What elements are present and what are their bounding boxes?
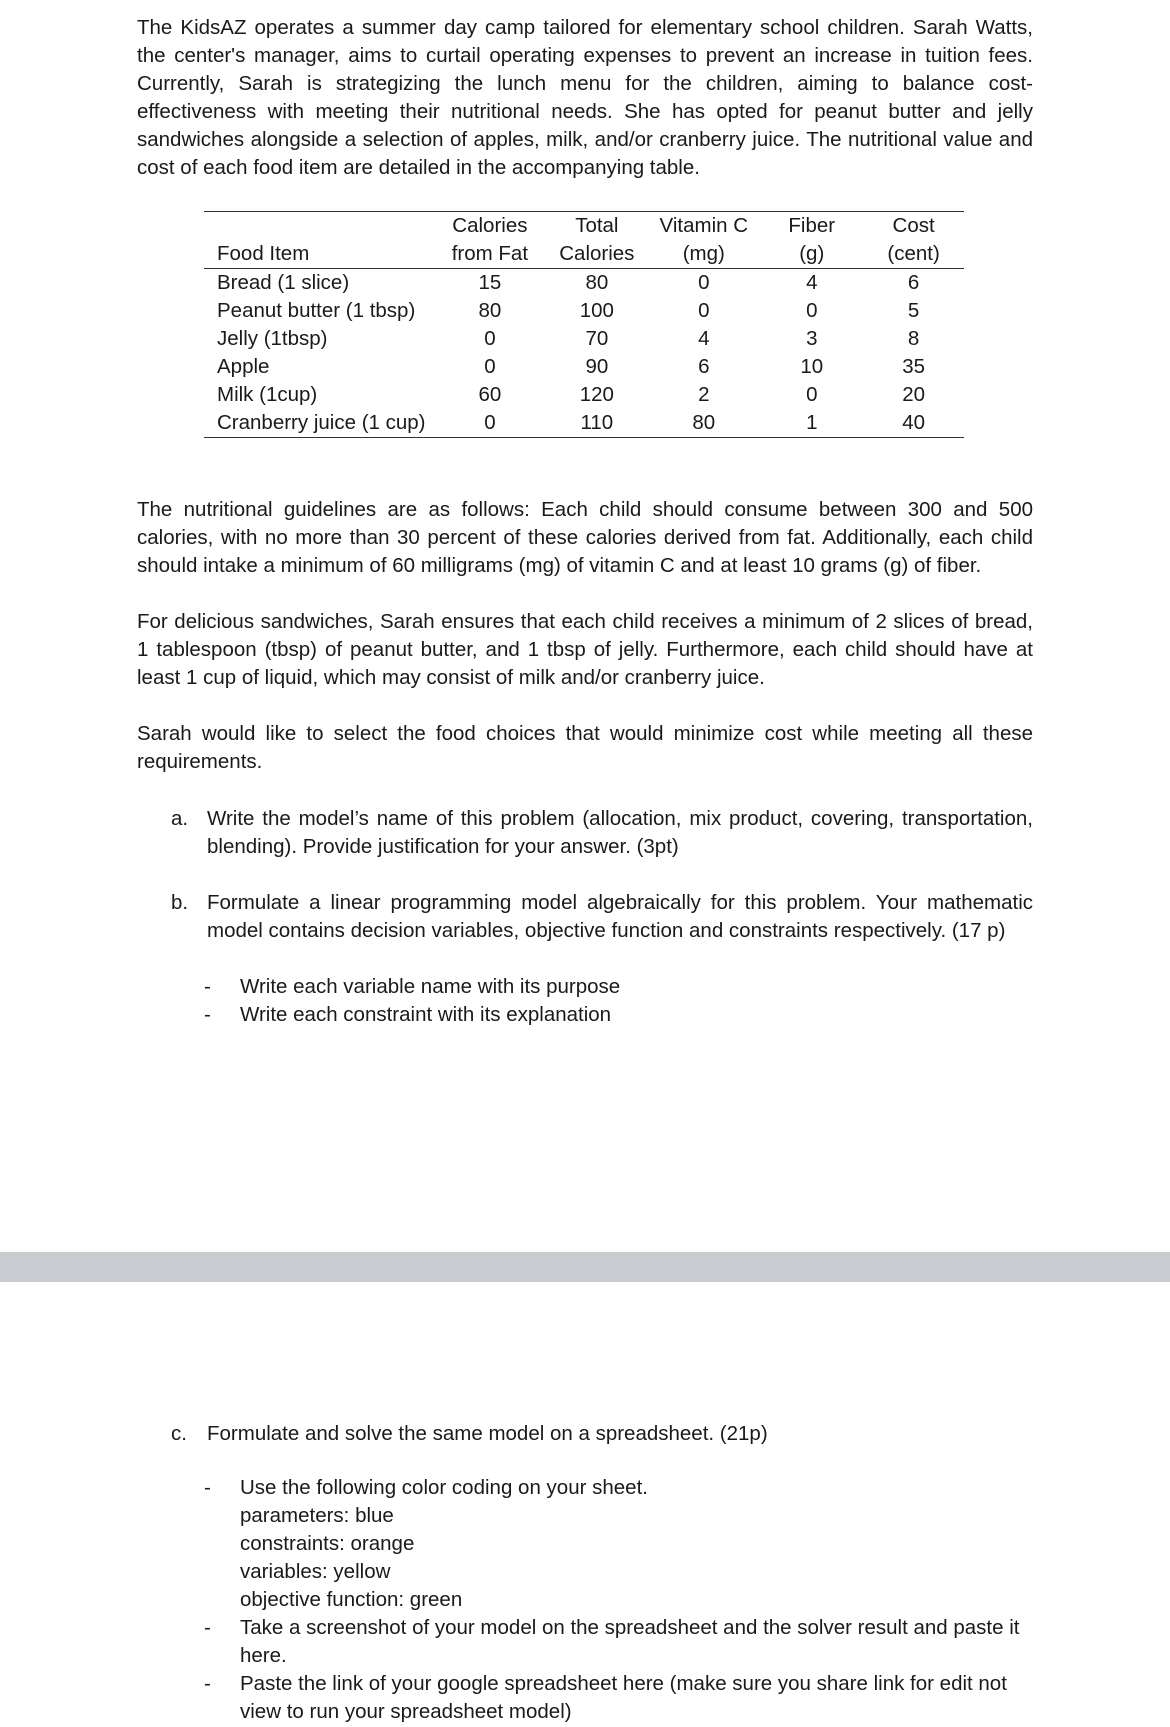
fiber-cell: 0 <box>806 299 818 322</box>
dash-bullet: - <box>204 1476 211 1499</box>
food-item-cell: Milk (1cup) <box>217 383 318 406</box>
fiber-cell: 1 <box>760 409 863 438</box>
question-a <box>171 805 1033 861</box>
fiber-cell: 4 <box>806 271 818 294</box>
header-cell: (cent) <box>863 240 964 269</box>
header-cell: Total <box>546 212 647 241</box>
header-cell: (g) <box>760 240 863 269</box>
color-line-parameters: parameters: blue <box>240 1504 394 1527</box>
question-c-list <box>204 1474 1034 1726</box>
intro-paragraph: The KidsAZ operates a summer day camp tailored for elementary school children. Sarah Watts, the center's manager, aims to curtail operating expenses to prevent an increase in tuition fees. Currently, Sarah is strategizing the lunch menu for the children, aiming to balance cost-effectiveness with meeting their nutritional needs. She has opted for peanut butter and jelly sandwiches alongside a selection of apples, milk, and/or cranberry juice. The nutritional value and cost of each food item are detailed in the accompanying table. <box>137 16 1033 179</box>
table-header-row-bottom <box>204 240 964 269</box>
header-cell: Fiber <box>760 212 863 241</box>
total-calories-cell: 100 <box>579 299 614 322</box>
header-cell: from Fat <box>433 240 546 269</box>
list-item <box>204 1474 1034 1614</box>
vitamin-c-cell: 0 <box>698 299 710 322</box>
color-line-objective: objective function: green <box>240 1588 463 1611</box>
fat-calories-cell: 60 <box>478 383 502 406</box>
vitamin-c-cell: 80 <box>647 409 760 438</box>
table-header-row-top <box>204 212 964 241</box>
list-item <box>204 1001 1034 1029</box>
sandwich-paragraph: For delicious sandwiches, Sarah ensures that each child receives a minimum of 2 slices of bread, 1 tablespoon (tbsp) of peanut butter, and 1 tbsp of jelly. Furthermore, each child should have at least 1 cup of liquid, which may consist of milk and/or cranberry juice. <box>137 610 1033 689</box>
total-calories-cell: 70 <box>585 327 609 350</box>
page-divider-band <box>0 1252 1170 1282</box>
goal-paragraph: Sarah would like to select the food choices that would minimize cost while meeting all these requirements. <box>137 722 1033 773</box>
question-a-label: a. <box>171 807 189 830</box>
cost-cell: 5 <box>907 299 920 322</box>
question-b-text: Formulate a linear programming model algebraically for this problem. Your mathematic model contains decision variables, objective function and constraints respectively. (17 p) <box>207 891 1033 942</box>
vitamin-c-cell: 6 <box>698 355 710 378</box>
table-row <box>204 353 964 381</box>
total-calories-cell: 110 <box>546 409 647 438</box>
table-row <box>204 381 964 409</box>
color-line-constraints: constraints: orange <box>240 1532 415 1555</box>
table-row <box>204 297 964 325</box>
header-cell: Cost <box>863 212 964 241</box>
list-item-text: Write each constraint with its explanation <box>240 1003 612 1026</box>
table-row <box>204 325 964 353</box>
question-c-label: c. <box>171 1422 187 1445</box>
question-b-list <box>204 973 1034 1029</box>
fiber-cell: 3 <box>806 327 818 350</box>
cost-cell: 6 <box>907 271 920 294</box>
vitamin-c-cell: 4 <box>698 327 710 350</box>
color-coding-intro: Use the following color coding on your sheet. <box>240 1476 648 1499</box>
header-cell: Vitamin C <box>647 212 760 241</box>
screenshot-instruction: Take a screenshot of your model on the spreadsheet and the solver result and paste it here. <box>240 1616 1020 1667</box>
food-item-cell: Bread (1 slice) <box>217 271 350 294</box>
question-c <box>171 1420 1033 1448</box>
vitamin-c-cell: 0 <box>698 271 710 294</box>
food-item-cell: Jelly (1tbsp) <box>217 327 328 350</box>
total-calories-cell: 80 <box>585 271 609 294</box>
header-cell <box>204 212 433 241</box>
dash-bullet: - <box>204 975 211 998</box>
nutrition-table <box>204 211 964 438</box>
fiber-cell: 10 <box>800 355 824 378</box>
fat-calories-cell: 80 <box>478 299 502 322</box>
fat-calories-cell: 15 <box>478 271 502 294</box>
color-line-variables: variables: yellow <box>240 1560 391 1583</box>
question-c-text: Formulate and solve the same model on a spreadsheet. (21p) <box>207 1422 768 1445</box>
header-cell: Food Item <box>204 240 433 269</box>
header-cell: Calories <box>546 240 647 269</box>
table-row <box>204 269 964 298</box>
question-a-text: Write the model’s name of this problem (allocation, mix product, covering, transportation, blending). Provide justification for your answer. (3pt) <box>207 807 1033 858</box>
food-item-cell: Cranberry juice (1 cup) <box>204 409 433 438</box>
question-b-label: b. <box>171 891 189 914</box>
vitamin-c-cell: 2 <box>698 383 710 406</box>
list-item-text: Write each variable name with its purpose <box>240 975 621 998</box>
food-item-cell: Peanut butter (1 tbsp) <box>217 299 416 322</box>
dash-bullet: - <box>204 1003 211 1026</box>
dash-bullet: - <box>204 1616 211 1639</box>
fiber-cell: 0 <box>806 383 818 406</box>
nutrition-table-container <box>204 211 964 438</box>
fat-calories-cell: 0 <box>484 355 496 378</box>
fat-calories-cell: 0 <box>433 409 546 438</box>
header-cell: (mg) <box>647 240 760 269</box>
cost-cell: 35 <box>902 355 925 378</box>
list-item <box>204 1670 1034 1726</box>
question-b <box>171 889 1033 945</box>
guidelines-paragraph: The nutritional guidelines are as follows: Each child should consume between 300 and 500 calories, with no more than 30 percent of these calories derived from fat. Additionally, each child should intake a minimum of 60 milligrams (mg) of vitamin C and at least 10 grams (g) of fiber. <box>137 498 1033 577</box>
fat-calories-cell: 0 <box>484 327 496 350</box>
list-item <box>204 973 1034 1001</box>
link-instruction: Paste the link of your google spreadsheet here (make sure you share link for edit not view to run your spreadsheet model) <box>240 1672 1007 1723</box>
header-cell: Calories <box>433 212 546 241</box>
dash-bullet: - <box>204 1672 211 1695</box>
cost-cell: 40 <box>863 409 964 438</box>
total-calories-cell: 120 <box>579 383 614 406</box>
food-item-cell: Apple <box>217 355 270 378</box>
cost-cell: 8 <box>907 327 920 350</box>
total-calories-cell: 90 <box>585 355 609 378</box>
table-row <box>204 409 964 438</box>
list-item <box>204 1614 1034 1670</box>
cost-cell: 20 <box>902 383 925 406</box>
